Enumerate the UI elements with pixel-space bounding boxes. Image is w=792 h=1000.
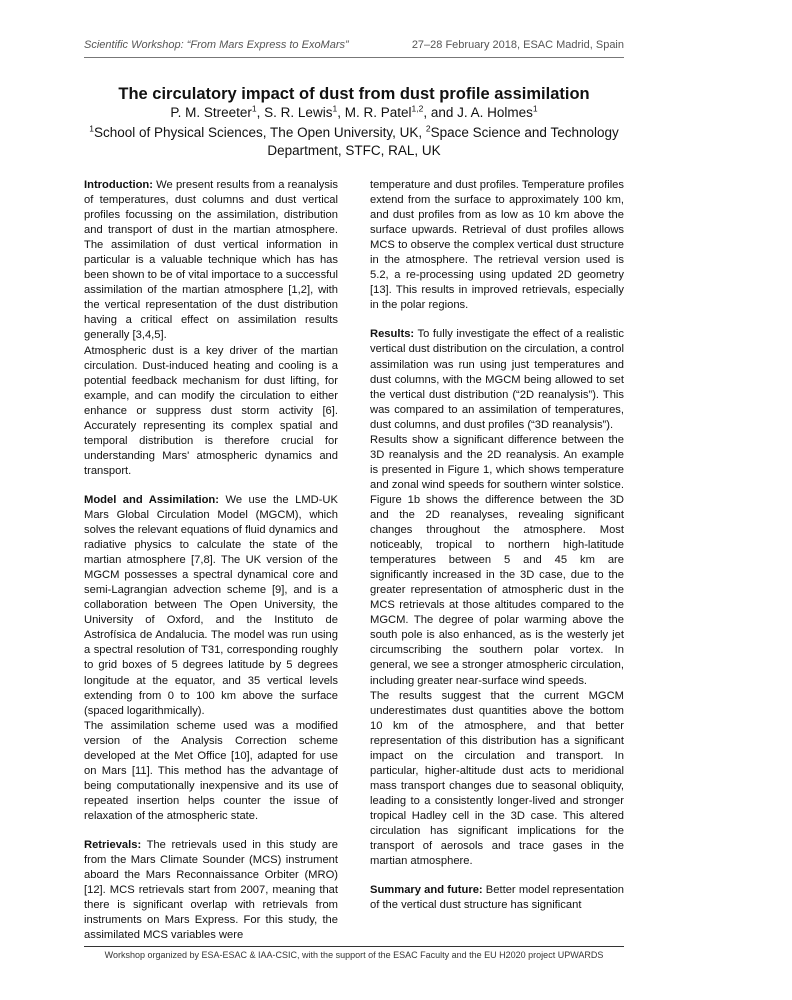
author-list [84,104,624,122]
body-paragraph [84,344,338,479]
paragraph-text: Atmospheric dust is a key driver of the martian circulation. Dust-induced heating and cooling is a potential feedback mechanism for dust lifting, for example, and can modify the circulation to either enhance or suppress dust storm activity [6]. Accurately representing its complex spatial and temporal distribution is therefore crucial for understanding Mars' atmospheric dynamics and transport. [84,344,338,477]
author-separator: , [256,105,265,120]
right-column [370,178,624,913]
body-paragraph [370,327,624,432]
author-affiliation-mark: 1,2 [411,103,424,114]
body-paragraph [370,178,624,313]
affiliation-number: 1 [89,123,94,134]
header-date-location: 27–28 February 2018, ESAC Madrid, Spain [411,39,624,51]
left-column [84,178,338,943]
title-block [84,84,624,160]
paragraph-text: The assimilation scheme used was a modified version of the Analysis Correction scheme developed at the Met Office [10], adapted for use on Mars [11]. This method has the advantage of being computationally inexpensive and its use of repeated insertion helps counter the issue of relaxation of the atmospheric state. [84,719,338,822]
paragraph-text: The retrievals used in this study are from the Mars Climate Sounder (MCS) instrument aboard the Mars Reconnaissance Orbiter (MRO) [12]. MCS retrievals start from 2007, meaning that there is significant overlap with retrievals from instruments on Mars Express. For this study, the assimilated MCS variables were [84,838,338,942]
section-heading: Results: [370,328,415,341]
paragraph-text: Results show a significant difference between the 3D reanalysis and the 2D reanalysis. An example is presented in Figure 1, which shows temperature and zonal wind speeds for southern winter solstice. Figure 1b shows the difference between the 3D and the 2D reanalyses, revealing significant changes throughout the atmosphere. Most noticeably, tropical to northern high-latitude temperatures between 5 and 45 km are significantly increased in the 3D case, due to the greater representation of atmospheric dust in the MCS retrievals at those altitudes compared to the MGCM. The degree of polar warming above the south pole is also enhanced, as is the westerly jet circumscribing the southern polar vortex. In general, we see a stronger atmospheric circulation, including greater near-surface wind speeds. [370,433,624,687]
body-paragraph [370,883,624,913]
body-paragraph [84,838,338,943]
section-heading: Summary and future: [370,884,483,897]
body-paragraph [370,689,624,870]
author-name: M. R. Patel [344,105,412,120]
paragraph-text: To fully investigate the effect of a realistic vertical dust distribution on the circulation, a control assimilation was run using just temperatures and dust columns, with the MGCM being allowed to set the vertical dust distribution (“2D reanalysis”). This was compared to an assimilation of temperatures, dust columns, and dust profiles (“3D reanalysis”). [370,328,624,431]
paper-title: The circulatory impact of dust from dust profile assimilation [118,85,590,103]
author-affiliation-mark: 1 [332,103,338,114]
author-separator: , [337,105,345,120]
paragraph-text: We use the LMD-UK Mars Global Circulation Model (MGCM), which solves the relevant equations of fluid dynamics and radiative physics to calculate the state of the martian atmosphere [7,8]. The UK version of the MGCM possesses a spectral dynamical core and semi-Lagrangian advection scheme [9], and is a collaboration between The Open University, the University of Oxford, and the Instituto de Astrofísica de Andalucia. The model was run using a spectral resolution of T31, corresponding roughly to grid boxes of 5 degrees latitude by 5 degrees longitude at the equator, and 35 vertical levels extending from 0 to 100 km above the surface (spaced logarithmically). [84,493,338,717]
author-name: J. A. Holmes [457,105,533,120]
section-heading: Introduction: [84,179,153,191]
author-name: S. R. Lewis [264,105,333,120]
footer-note: Workshop organized by ESA-ESAC & IAA-CSIC, with the support of the ESAC Faculty and the EU H2020 project UPWARDS [104,950,604,960]
paragraph-text: Better model representation of the vertical dust structure has significant [370,884,624,912]
header-divider [84,57,624,58]
header-workshop-name: Scientific Workshop: “From Mars Express to ExoMars” [84,39,349,51]
author-separator: , and [423,105,458,120]
affiliation-number: 2 [425,123,431,134]
body-paragraph [84,493,338,719]
affiliation-text: School of Physical Sciences, The Open University, UK, [93,125,426,140]
paragraph-text: We present results from a reanalysis of temperatures, dust columns and dust vertical profiles focussing on the assimilation, distribution and transport of dust in the martian atmosphere. The assimilation of dust vertical information in particular is a valuable technique which has has been shown to be of vital importace to a successful assimilation of the martian atmosphere [1,2], with the vertical representation of the dust distribution having a critical effect on assimilation results generally [3,4,5]. [84,179,338,342]
author-name: P. M. Streeter [170,105,252,120]
footer-divider [84,946,624,947]
author-affiliation-mark: 1 [251,103,257,114]
affiliation-list [84,124,624,160]
section-heading: Retrievals: [84,838,142,851]
paragraph-text: temperature and dust profiles. Temperature profiles extend from the surface to approximately 100 km, and dust profiles from as low as 10 km above the surface upwards. Retrieval of dust profiles allows MCS to observe the complex vertical dust structure in the atmosphere. The retrieval version used is 5.2, a re-processing using updated 2D geometry [13]. This results in improved retrievals, especially in the polar regions. [370,179,624,312]
body-paragraph [84,178,338,344]
paragraph-text: The results suggest that the current MGCM underestimates dust quantities above the bottom 10 km of the atmosphere, and that better representation of this distribution has a significant impact on the circulation and transport. In particular, higher-altitude dust acts to meridional mass transport changes due to seasonal obliquity, leading to a consistently longer-lived and stronger tropical Hadley cell in the 3D case. This altered circulation has significant implications for the transport of aerosols and trace gases in the martian atmosphere. [370,689,624,868]
running-header [84,39,624,57]
body-paragraph [370,433,624,689]
affiliation-text: Space Science and Technology Department, STFC, RAL, UK [267,125,619,158]
author-affiliation-mark: 1 [532,103,538,114]
body-paragraph [84,719,338,824]
section-heading: Model and Assimilation: [84,493,219,506]
